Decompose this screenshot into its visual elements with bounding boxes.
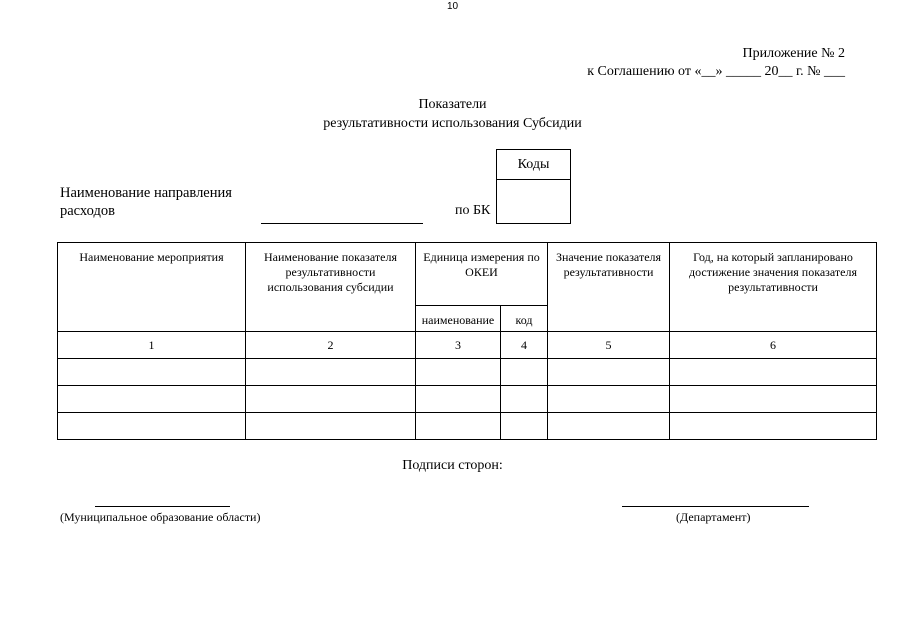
table-cell[interactable] [501,359,548,386]
indicators-table [57,242,877,440]
table-row [58,386,877,413]
table-cell[interactable] [246,359,416,386]
document-title: Показатели [418,97,487,112]
table-cell[interactable] [548,413,670,440]
table-row [58,359,877,386]
signature-line-municipality[interactable] [95,506,230,507]
table-cell[interactable] [501,413,548,440]
direction-label-continued: расходов [60,203,115,219]
subheader-unit-name: наименование [416,306,501,332]
signature-label-department: (Департамент) [676,510,751,524]
appendix-subtitle: к Соглашению от «__» _____ 20__ г. № ___ [587,64,845,79]
table-cell[interactable] [416,386,501,413]
table-cell[interactable] [416,413,501,440]
bk-label: по БК [455,203,491,218]
table-cell[interactable] [548,359,670,386]
table-cell[interactable] [58,359,246,386]
signature-label-municipality: (Муниципальное образование области) [60,510,261,524]
table-cell[interactable] [58,386,246,413]
table-row [58,413,877,440]
page-number: 10 [446,1,459,12]
header-target-year: Год, на который запланировано достижение значения показателя результативности [670,243,877,332]
header-unit-okei: Единица измерения по ОКЕИ [416,243,548,306]
codes-header: Коды [497,150,570,180]
table-cell[interactable] [416,359,501,386]
table-cell[interactable] [246,386,416,413]
table-header-row [58,243,877,306]
header-activity-name: Наименование мероприятия [58,243,246,332]
table-cell[interactable] [548,386,670,413]
codes-value-cell[interactable] [497,180,570,224]
table-cell[interactable] [670,413,877,440]
column-number: 3 [416,332,501,359]
table-cell[interactable] [58,413,246,440]
document-subtitle: результативности использования Субсидии [323,116,582,131]
header-indicator-value: Значение показателя результативности [548,243,670,332]
column-number: 4 [501,332,548,359]
direction-input-line[interactable] [261,223,423,224]
table-number-row [58,332,877,359]
appendix-title: Приложение № 2 [742,46,845,61]
column-number: 5 [548,332,670,359]
signatures-title: Подписи сторон: [402,458,503,473]
direction-label: Наименование направления [60,185,232,201]
column-number: 2 [246,332,416,359]
subheader-unit-code: код [501,306,548,332]
table-cell[interactable] [670,386,877,413]
table-cell[interactable] [670,359,877,386]
column-number: 6 [670,332,877,359]
column-number: 1 [58,332,246,359]
codes-box [496,149,571,224]
signature-line-department[interactable] [622,506,809,507]
table-cell[interactable] [246,413,416,440]
header-indicator-name: Наименование показателя результативности использования субсидии [246,243,416,332]
table-cell[interactable] [501,386,548,413]
